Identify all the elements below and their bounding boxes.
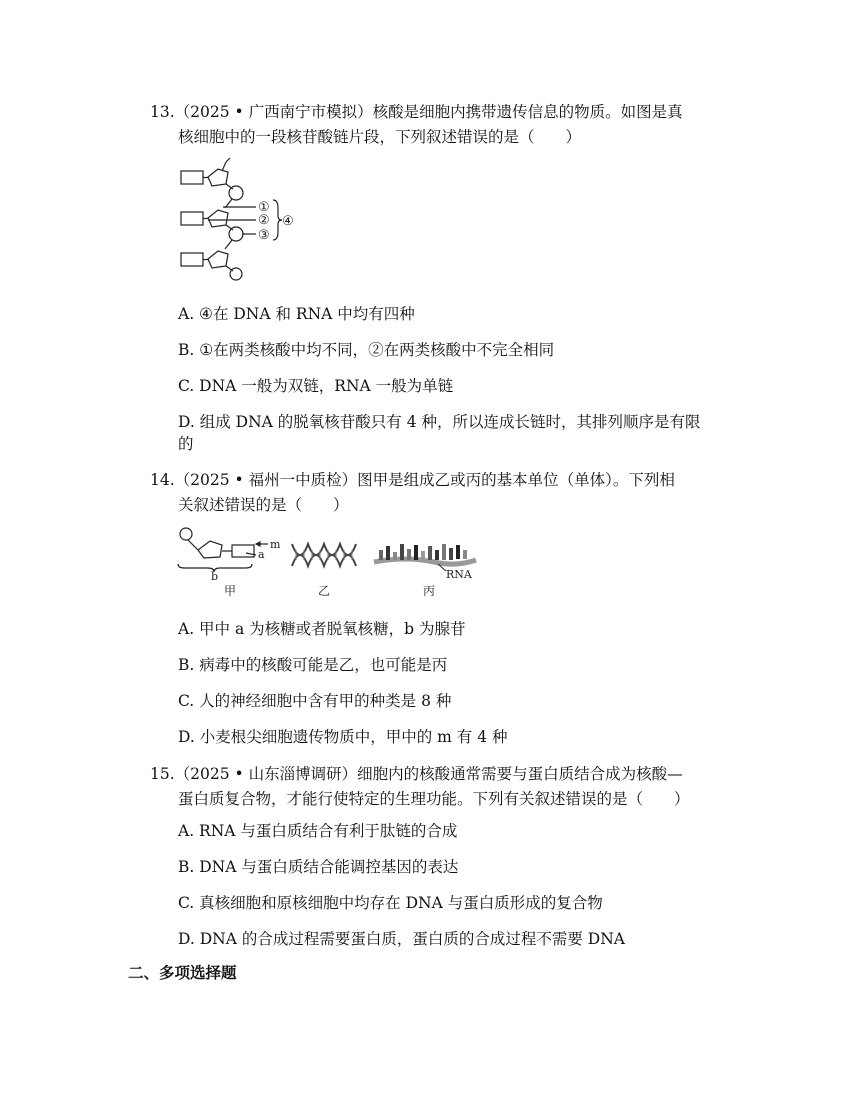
q13-option-d-cont: 的 bbox=[178, 435, 194, 453]
q13-option-a[interactable]: A. ④在 DNA 和 RNA 中均有四种 bbox=[178, 305, 415, 323]
figure-label-yi: 乙 bbox=[318, 584, 331, 598]
q13-option-b[interactable]: B. ①在两类核酸中均不同，②在两类核酸中不完全相同 bbox=[178, 341, 555, 359]
q14-option-a[interactable]: A. 甲中 a 为核糖或者脱氧核糖，b 为腺苷 bbox=[178, 620, 466, 638]
figure-label-jia: 甲 bbox=[224, 584, 237, 598]
question-14-stem-line2: 关叙述错误的是（ ） bbox=[178, 496, 349, 514]
q15-option-b[interactable]: B. DNA 与蛋白质结合能调控基因的表达 bbox=[178, 858, 459, 876]
figure-label-rna: RNA bbox=[446, 568, 472, 581]
q14-option-d[interactable]: D. 小麦根尖细胞遗传物质中，甲中的 m 有 4 种 bbox=[178, 728, 508, 746]
figure-label-2: ② bbox=[258, 213, 270, 228]
question-14-stem-line1: 14.（2025 • 福州一中质检）图甲是组成乙或丙的基本单位（单体）。下列相 bbox=[150, 471, 675, 489]
figure-label-3: ③ bbox=[258, 228, 270, 243]
question-15 bbox=[150, 762, 740, 812]
question-15-stem-line1: 15.（2025 • 山东淄博调研）细胞内的核酸通常需要与蛋白质结合成为核酸— bbox=[150, 765, 683, 783]
question-13-stem-line2: 核细胞中的一段核苷酸链片段，下列叙述错误的是（ ） bbox=[178, 128, 582, 146]
question-15-stem-line2: 蛋白质复合物，才能行使特定的生理功能。下列有关叙述错误的是（ ） bbox=[178, 790, 690, 808]
section-heading: 二、多项选择题 bbox=[128, 964, 237, 982]
question-13 bbox=[150, 100, 740, 150]
figure-label-a: a bbox=[258, 548, 265, 561]
q14-option-b[interactable]: B. 病毒中的核酸可能是乙，也可能是丙 bbox=[178, 656, 448, 674]
figure-label-m: m bbox=[270, 538, 281, 551]
figure-label-b: b bbox=[211, 570, 219, 583]
monomer-and-polymer-figure bbox=[176, 524, 480, 600]
q15-option-c[interactable]: C. 真核细胞和原核细胞中均存在 DNA 与蛋白质形成的复合物 bbox=[178, 894, 603, 912]
q13-option-d[interactable]: D. 组成 DNA 的脱氧核苷酸只有 4 种，所以连成长链时，其排列顺序是有限 bbox=[178, 413, 701, 431]
q13-option-c[interactable]: C. DNA 一般为双链，RNA 一般为单链 bbox=[178, 377, 454, 395]
question-13-stem-line1: 13.（2025 • 广西南宁市模拟）核酸是细胞内携带遗传信息的物质。如图是真 bbox=[150, 103, 683, 121]
question-14 bbox=[150, 468, 740, 518]
figure-label-bing: 丙 bbox=[423, 584, 436, 598]
figure-label-4: ④ bbox=[282, 214, 294, 229]
q15-option-d[interactable]: D. DNA 的合成过程需要蛋白质，蛋白质的合成过程不需要 DNA bbox=[178, 930, 625, 948]
q15-option-a[interactable]: A. RNA 与蛋白质结合有利于肽链的合成 bbox=[178, 822, 458, 840]
figure-label-1: ① bbox=[258, 200, 270, 215]
nucleotide-chain-figure bbox=[178, 156, 308, 282]
q14-option-c[interactable]: C. 人的神经细胞中含有甲的种类是 8 种 bbox=[178, 692, 452, 710]
